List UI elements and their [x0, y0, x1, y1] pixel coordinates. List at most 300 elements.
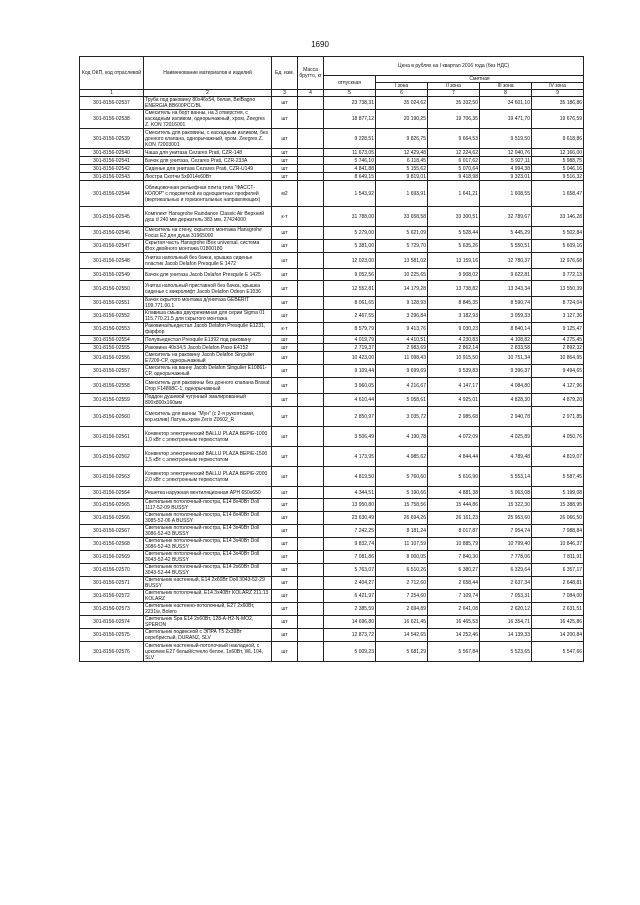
cell-z2: 4 844,44: [428, 447, 480, 467]
cell-code: 301-8156-02566: [80, 512, 144, 525]
cell-z3: 9 323,01: [480, 173, 532, 181]
cell-release: 1 543,92: [324, 181, 376, 207]
cell-z3: 4 789,48: [480, 447, 532, 467]
cell-z2: 13 159,16: [428, 253, 480, 269]
cell-z3: 32 789,67: [480, 207, 532, 227]
cell-mass: [298, 629, 324, 642]
cell-z4: 10 846,37: [532, 538, 584, 551]
cell-z1: 14 179,28: [376, 281, 428, 297]
cell-code: 301-8156-02568: [80, 538, 144, 551]
cell-z4: 4 275,45: [532, 336, 584, 344]
table-row: [80, 207, 584, 227]
cell-release: 31 788,00: [324, 207, 376, 227]
cell-z1: 3 035,72: [376, 407, 428, 427]
cell-release: 4 841,88: [324, 165, 376, 173]
cell-z1: 6 118,45: [376, 157, 428, 165]
cell-code: 301-8156-02553: [80, 323, 144, 336]
cell-z1: 5 729,70: [376, 240, 428, 253]
cell-unit: шт: [272, 165, 298, 173]
cell-z4: 10 864,95: [532, 352, 584, 365]
cell-name: Полупьедестал Presquile E1392 под раковину: [144, 336, 272, 344]
cell-z2: 7 840,30: [428, 551, 480, 564]
cell-name: Чаша для унитаза Cezares Prati, CZR-148: [144, 149, 272, 157]
cell-unit: шт: [272, 297, 298, 310]
cell-release: 4 173,95: [324, 447, 376, 467]
cell-z1: 7 254,60: [376, 590, 428, 603]
cell-z2: 1 641,21: [428, 181, 480, 207]
cell-code: 301-8156-02558: [80, 378, 144, 394]
cell-z4: 4 879,20: [532, 394, 584, 407]
cell-z4: 5 199,08: [532, 487, 584, 499]
cell-z3: 1 608,55: [480, 181, 532, 207]
cell-unit: шт: [272, 365, 298, 378]
cell-z4: 16 425,86: [532, 616, 584, 629]
cell-z3: 7 053,31: [480, 590, 532, 603]
table-row: [80, 551, 584, 564]
cell-unit: шт: [272, 642, 298, 662]
cell-name: Светильник подвесной с ЭПРА T5 2х39Вт серебристый, DURANZ, SLV: [144, 629, 272, 642]
cell-z3: 12 780,37: [480, 253, 532, 269]
cell-mass: [298, 336, 324, 344]
cell-name: Светильник Spa E14 2х60Вт, 128-A-H2-N-MO2, SPERON: [144, 616, 272, 629]
cell-mass: [298, 525, 324, 538]
cell-release: 23 630,49: [324, 512, 376, 525]
cell-unit: шт: [272, 344, 298, 352]
cell-z2: 5 528,44: [428, 227, 480, 240]
cell-release: 13 950,80: [324, 499, 376, 512]
cell-unit: шт: [272, 427, 298, 447]
cell-z2: 6 380,27: [428, 564, 480, 577]
cell-z4: 35 186,86: [532, 97, 584, 110]
cell-release: 8 579,79: [324, 323, 376, 336]
cell-z2: 2 641,08: [428, 603, 480, 616]
cell-z1: 2 712,60: [376, 577, 428, 590]
cell-z2: 4 147,17: [428, 378, 480, 394]
cell-release: 2 850,97: [324, 407, 376, 427]
cell-name: Облицовочная рельефная плита типа "ФАССТ-КОЛОР" с подсветкой из одноцветных профилей (вертикальных и горизонтальных направляющих): [144, 181, 272, 207]
cell-release: 8 649,15: [324, 173, 376, 181]
cell-release: 14 696,80: [324, 616, 376, 629]
cell-name: Смеситель на ванну Jacob Delafon Singulier E10861-CP, однорычажный: [144, 365, 272, 378]
cell-z4: 9 125,47: [532, 323, 584, 336]
cell-z1: 9 819,01: [376, 173, 428, 181]
cell-mass: [298, 97, 324, 110]
cell-z2: 5 635,26: [428, 240, 480, 253]
cell-z1: 2 694,89: [376, 603, 428, 616]
cell-name: Унитаз напольный приставной без бачка, крышка сиденье с микролифт Jacob Delafon Odeon E1036: [144, 281, 272, 297]
table-row: [80, 110, 584, 129]
column-index: 8: [480, 90, 532, 97]
cell-unit: шт: [272, 467, 298, 487]
cell-name: Смеситель на стену, скрытого монтажа Hansgrohe Focus E2 для душа 31965000: [144, 227, 272, 240]
cell-name: Смеситель для раковины, с каскадным изливом, без донного клапана, однорычажный, хром, Zeegres Z. KON 72003001: [144, 129, 272, 149]
column-index: 7: [428, 90, 480, 97]
price-table: [79, 56, 584, 662]
cell-code: 301-8156-02576: [80, 642, 144, 662]
cell-z1: 12 429,48: [376, 149, 428, 157]
cell-release: 12 023,00: [324, 253, 376, 269]
cell-name: Унитаз напольный без бачка, крышка сиденье пластик Jacob Delafon Presquile E 1472: [144, 253, 272, 269]
cell-code: 301-8156-02540: [80, 149, 144, 157]
cell-z2: 13 738,82: [428, 281, 480, 297]
cell-z2: 10 915,50: [428, 352, 480, 365]
cell-code: 301-8156-02546: [80, 227, 144, 240]
cell-mass: [298, 165, 324, 173]
cell-mass: [298, 157, 324, 165]
table-row: [80, 297, 584, 310]
cell-z4: 8 724,04: [532, 297, 584, 310]
cell-z2: 9 418,98: [428, 173, 480, 181]
cell-release: 12 873,72: [324, 629, 376, 642]
cell-z1: 8 181,24: [376, 525, 428, 538]
cell-mass: [298, 227, 324, 240]
cell-z1: 5 681,29: [376, 642, 428, 662]
cell-name: Раковина/пьедестал Jacob Delafon Presquile E1231, фарфор: [144, 323, 272, 336]
table-row: [80, 181, 584, 207]
header-release: отпускная: [324, 76, 376, 90]
cell-unit: шт: [272, 551, 298, 564]
cell-z3: 25 953,60: [480, 512, 532, 525]
cell-z2: 10 885,79: [428, 538, 480, 551]
cell-z2: 35 332,50: [428, 97, 480, 110]
cell-z3: 5 553,14: [480, 467, 532, 487]
table-row: [80, 642, 584, 662]
cell-z2: 6 017,62: [428, 157, 480, 165]
cell-z1: 10 225,65: [376, 269, 428, 281]
cell-unit: шт: [272, 407, 298, 427]
cell-unit: шт: [272, 253, 298, 269]
cell-name: Конвектор электрический BALLU PLAZA BEP/E-2000 2,0 кВт с электронным термостатом: [144, 467, 272, 487]
cell-mass: [298, 427, 324, 447]
table-row: [80, 157, 584, 165]
cell-release: 4 344,51: [324, 487, 376, 499]
cell-release: 7 242,25: [324, 525, 376, 538]
cell-unit: шт: [272, 499, 298, 512]
cell-name: Комплект Hansgrohe Raindance Classic Air Верхний душ d 240 мм держатель 383 мм, 27424000: [144, 207, 272, 227]
cell-unit: шт: [272, 629, 298, 642]
cell-name: Светильник потолочный-люстра, E14 8х40Вт Doll 1117-52-09 BUSSY: [144, 499, 272, 512]
cell-z4: 2 648,81: [532, 577, 584, 590]
cell-mass: [298, 577, 324, 590]
cell-mass: [298, 407, 324, 427]
header-code: Код ОКП, код отраслевой: [80, 57, 144, 90]
column-index: 2: [144, 90, 272, 97]
cell-name: Труба под раковину 80х46х54, белая, BelBagno ENERGIA BB600PCC/BL: [144, 97, 272, 110]
cell-unit: шт: [272, 129, 298, 149]
cell-z1: 20 190,25: [376, 110, 428, 129]
table-row: [80, 365, 584, 378]
table-row: [80, 97, 584, 110]
cell-z3: 4 025,89: [480, 427, 532, 447]
cell-z1: 2 983,69: [376, 344, 428, 352]
cell-z2: 9 030,23: [428, 323, 480, 336]
cell-z1: 13 581,02: [376, 253, 428, 269]
cell-z4: 4 819,07: [532, 447, 584, 467]
cell-unit: шт: [272, 525, 298, 538]
cell-z3: 4 108,82: [480, 336, 532, 344]
cell-code: 301-8156-02560: [80, 407, 144, 427]
cell-unit: шт: [272, 310, 298, 323]
cell-z1: 5 760,60: [376, 467, 428, 487]
cell-z3: 5 523,65: [480, 642, 532, 662]
table-row: [80, 310, 584, 323]
cell-z3: 10 751,34: [480, 352, 532, 365]
table-row: [80, 173, 584, 181]
cell-z2: 2 658,44: [428, 577, 480, 590]
cell-z4: 4 127,96: [532, 378, 584, 394]
cell-z3: 4 828,30: [480, 394, 532, 407]
cell-code: 301-8156-02564: [80, 487, 144, 499]
cell-z1: 16 621,45: [376, 616, 428, 629]
header-zone4: IV зона: [532, 83, 584, 90]
cell-z2: 4 925,01: [428, 394, 480, 407]
table-row: [80, 629, 584, 642]
cell-mass: [298, 173, 324, 181]
cell-release: 11 673,05: [324, 149, 376, 157]
cell-z2: 7 109,74: [428, 590, 480, 603]
cell-name: Смеситель на раковину Jacob Delafon Singulier E7209-CP, однорычажный: [144, 352, 272, 365]
cell-code: 301-8156-02559: [80, 394, 144, 407]
cell-z1: 3 296,84: [376, 310, 428, 323]
cell-mass: [298, 551, 324, 564]
cell-z3: 9 622,81: [480, 269, 532, 281]
cell-z1: 4 190,78: [376, 427, 428, 447]
cell-code: 301-8156-02551: [80, 297, 144, 310]
cell-z3: 4 084,80: [480, 378, 532, 394]
cell-z3: 7 778,06: [480, 551, 532, 564]
cell-z3: 7 954,74: [480, 525, 532, 538]
cell-z3: 34 601,10: [480, 97, 532, 110]
cell-name: Светильник потолочный-люстра, E14 3х40Вт Doll 3086-52-43 BUSSY: [144, 538, 272, 551]
column-index: 3: [272, 90, 298, 97]
cell-code: 301-8156-02552: [80, 310, 144, 323]
cell-code: 301-8156-02567: [80, 525, 144, 538]
cell-z4: 19 676,59: [532, 110, 584, 129]
column-index: 1: [80, 90, 144, 97]
cell-mass: [298, 512, 324, 525]
cell-z1: 33 658,58: [376, 207, 428, 227]
cell-z2: 33 300,51: [428, 207, 480, 227]
cell-name: Светильник настенно-потолочный, E27 2х60Вт, 2231w, Bolero: [144, 603, 272, 616]
cell-mass: [298, 253, 324, 269]
cell-code: 301-8156-02563: [80, 467, 144, 487]
cell-z1: 26 694,26: [376, 512, 428, 525]
table-row: [80, 227, 584, 240]
cell-name: Светильник потолочный-люстра, E14 8х40Вт Doll 3085-52-06 A BUSSY: [144, 512, 272, 525]
cell-mass: [298, 149, 324, 157]
cell-release: 18 877,12: [324, 110, 376, 129]
cell-code: 301-8156-02538: [80, 110, 144, 129]
cell-unit: шт: [272, 616, 298, 629]
cell-z1: 5 058,61: [376, 394, 428, 407]
cell-unit: шт: [272, 352, 298, 365]
cell-z4: 7 988,84: [532, 525, 584, 538]
cell-z2: 26 161,23: [428, 512, 480, 525]
cell-code: 301-8156-02573: [80, 603, 144, 616]
table-row: [80, 603, 584, 616]
cell-z4: 2 631,51: [532, 603, 584, 616]
cell-code: 301-8156-02575: [80, 629, 144, 642]
cell-unit: шт: [272, 512, 298, 525]
cell-release: 8 061,65: [324, 297, 376, 310]
cell-unit: шт: [272, 590, 298, 603]
table-row: [80, 512, 584, 525]
cell-release: 9 832,74: [324, 538, 376, 551]
cell-mass: [298, 281, 324, 297]
cell-unit: к-т: [272, 323, 298, 336]
table-row: [80, 394, 584, 407]
header-zone1: I зона: [376, 83, 428, 90]
cell-z3: 10 799,40: [480, 538, 532, 551]
column-index: 9: [532, 90, 584, 97]
table-row: [80, 564, 584, 577]
cell-mass: [298, 181, 324, 207]
page-number: 1690: [311, 40, 329, 49]
cell-z4: 9 618,86: [532, 129, 584, 149]
cell-mass: [298, 499, 324, 512]
table-row: [80, 590, 584, 603]
cell-z4: 12 166,00: [532, 149, 584, 157]
cell-z1: 14 542,65: [376, 629, 428, 642]
cell-z2: 4 230,83: [428, 336, 480, 344]
cell-code: 301-8156-02565: [80, 499, 144, 512]
cell-unit: шт: [272, 173, 298, 181]
cell-z1: 1 693,91: [376, 181, 428, 207]
cell-unit: шт: [272, 110, 298, 129]
cell-z4: 26 066,50: [532, 512, 584, 525]
cell-code: 301-8156-02556: [80, 352, 144, 365]
cell-z2: 5 070,64: [428, 165, 480, 173]
cell-z2: 9 539,83: [428, 365, 480, 378]
cell-unit: шт: [272, 97, 298, 110]
cell-z3: 16 354,71: [480, 616, 532, 629]
cell-mass: [298, 394, 324, 407]
cell-name: Конвектор электрический BALLU PLAZA BEP/E-1500 1,5 кВт с электронным термостатом: [144, 447, 272, 467]
cell-name: Клавиша смыва двухрежимная для серии Sigma 01 115.770.21.5 для скрытого монтажа: [144, 310, 272, 323]
cell-mass: [298, 323, 324, 336]
cell-release: 2 467,55: [324, 310, 376, 323]
cell-code: 301-8156-02571: [80, 577, 144, 590]
cell-mass: [298, 269, 324, 281]
table-row: [80, 467, 584, 487]
cell-code: 301-8156-02574: [80, 616, 144, 629]
cell-z1: 4 410,51: [376, 336, 428, 344]
cell-unit: шт: [272, 394, 298, 407]
cell-z3: 2 637,34: [480, 577, 532, 590]
cell-unit: шт: [272, 564, 298, 577]
column-index: 5: [324, 90, 376, 97]
table-row: [80, 525, 584, 538]
cell-mass: [298, 352, 324, 365]
cell-z4: 5 547,66: [532, 642, 584, 662]
header-mass: Масса брутто, кг: [298, 57, 324, 90]
cell-z2: 16 465,53: [428, 616, 480, 629]
cell-unit: шт: [272, 538, 298, 551]
cell-z1: 9 826,75: [376, 129, 428, 149]
cell-code: 301-8156-02544: [80, 181, 144, 207]
cell-mass: [298, 240, 324, 253]
cell-mass: [298, 467, 324, 487]
cell-z1: 11 107,59: [376, 538, 428, 551]
cell-unit: к-т: [272, 207, 298, 227]
cell-unit: м2: [272, 181, 298, 207]
cell-name: Сиденье для унитаза Cezares Prati, CZR-U149: [144, 165, 272, 173]
cell-code: 301-8156-02555: [80, 344, 144, 352]
cell-code: 301-8156-02549: [80, 269, 144, 281]
table-row: [80, 447, 584, 467]
table-row: [80, 499, 584, 512]
cell-z1: 15 758,56: [376, 499, 428, 512]
cell-unit: шт: [272, 378, 298, 394]
cell-mass: [298, 297, 324, 310]
cell-release: 4 019,79: [324, 336, 376, 344]
cell-z3: 9 396,37: [480, 365, 532, 378]
cell-name: Смеситель для ванны "Мун" (с 2-я рукоятками, кор.излив) Латунь,хром Zerix Z0602_R: [144, 407, 272, 427]
table-row: [80, 352, 584, 365]
cell-name: Светильник настенный-потолочный накладной, с цоколем E27 белый/стекло белое, 1х60Вт, WL 104, SLV: [144, 642, 272, 662]
cell-z2: 12 224,62: [428, 149, 480, 157]
cell-release: 2 719,37: [324, 344, 376, 352]
cell-z3: 15 322,30: [480, 499, 532, 512]
cell-release: 5 746,10: [324, 157, 376, 165]
cell-mass: [298, 129, 324, 149]
cell-z3: 5 445,29: [480, 227, 532, 240]
cell-z4: 9 516,32: [532, 173, 584, 181]
cell-release: 12 552,81: [324, 281, 376, 297]
cell-unit: шт: [272, 227, 298, 240]
cell-z2: 9 908,02: [428, 269, 480, 281]
cell-mass: [298, 365, 324, 378]
cell-z4: 5 587,45: [532, 467, 584, 487]
cell-unit: шт: [272, 447, 298, 467]
cell-code: 301-8156-02542: [80, 165, 144, 173]
cell-code: 301-8156-02539: [80, 129, 144, 149]
cell-release: 3 960,05: [324, 378, 376, 394]
cell-name: Светильник потолочный-люстра, E14 2х60Вт Doll 3043-52-44 BUSSY: [144, 564, 272, 577]
cell-name: Решетка наружная вентиляционная АРН 650х650: [144, 487, 272, 499]
header-name: Наименование материалов и изделий: [144, 57, 272, 90]
cell-z1: 5 621,09: [376, 227, 428, 240]
cell-name: Раковина 40х34,5 Jacob Delafon Paso E4152: [144, 344, 272, 352]
header-zone3: III зона: [480, 83, 532, 90]
cell-name: Люстра Скотчи 5х6014х60Вт: [144, 173, 272, 181]
cell-code: 301-8156-02561: [80, 427, 144, 447]
header-price-group: Цена в рублях на I квартал 2016 года (без НДС): [324, 57, 584, 76]
table-row: [80, 269, 584, 281]
cell-mass: [298, 207, 324, 227]
cell-z4: 9 494,65: [532, 365, 584, 378]
cell-release: 5 381,00: [324, 240, 376, 253]
cell-mass: [298, 616, 324, 629]
cell-z4: 1 658,47: [532, 181, 584, 207]
table-row: [80, 487, 584, 499]
table-row: [80, 281, 584, 297]
cell-name: Светильник потолочный, E14 3х40Вт KOLARZ 211.13 KOLARZ: [144, 590, 272, 603]
cell-z4: 2 971,85: [532, 407, 584, 427]
cell-z1: 35 024,62: [376, 97, 428, 110]
header-zone2: II зона: [428, 83, 480, 90]
header-estimated: Сметная: [376, 76, 584, 83]
cell-z4: 5 046,16: [532, 165, 584, 173]
cell-name: Светильник потолочный-люстра, E14 3х40Вт Doll 3086-52-43 BUSSY: [144, 525, 272, 538]
cell-z2: 2 985,68: [428, 407, 480, 427]
cell-z3: 8 590,74: [480, 297, 532, 310]
cell-z4: 5 988,75: [532, 157, 584, 165]
cell-z3: 2 940,78: [480, 407, 532, 427]
table-row: [80, 323, 584, 336]
cell-unit: шт: [272, 240, 298, 253]
cell-name: Скрытая часть Hansgrohe iBox universal, система iBox двойного монтажа 01800180: [144, 240, 272, 253]
